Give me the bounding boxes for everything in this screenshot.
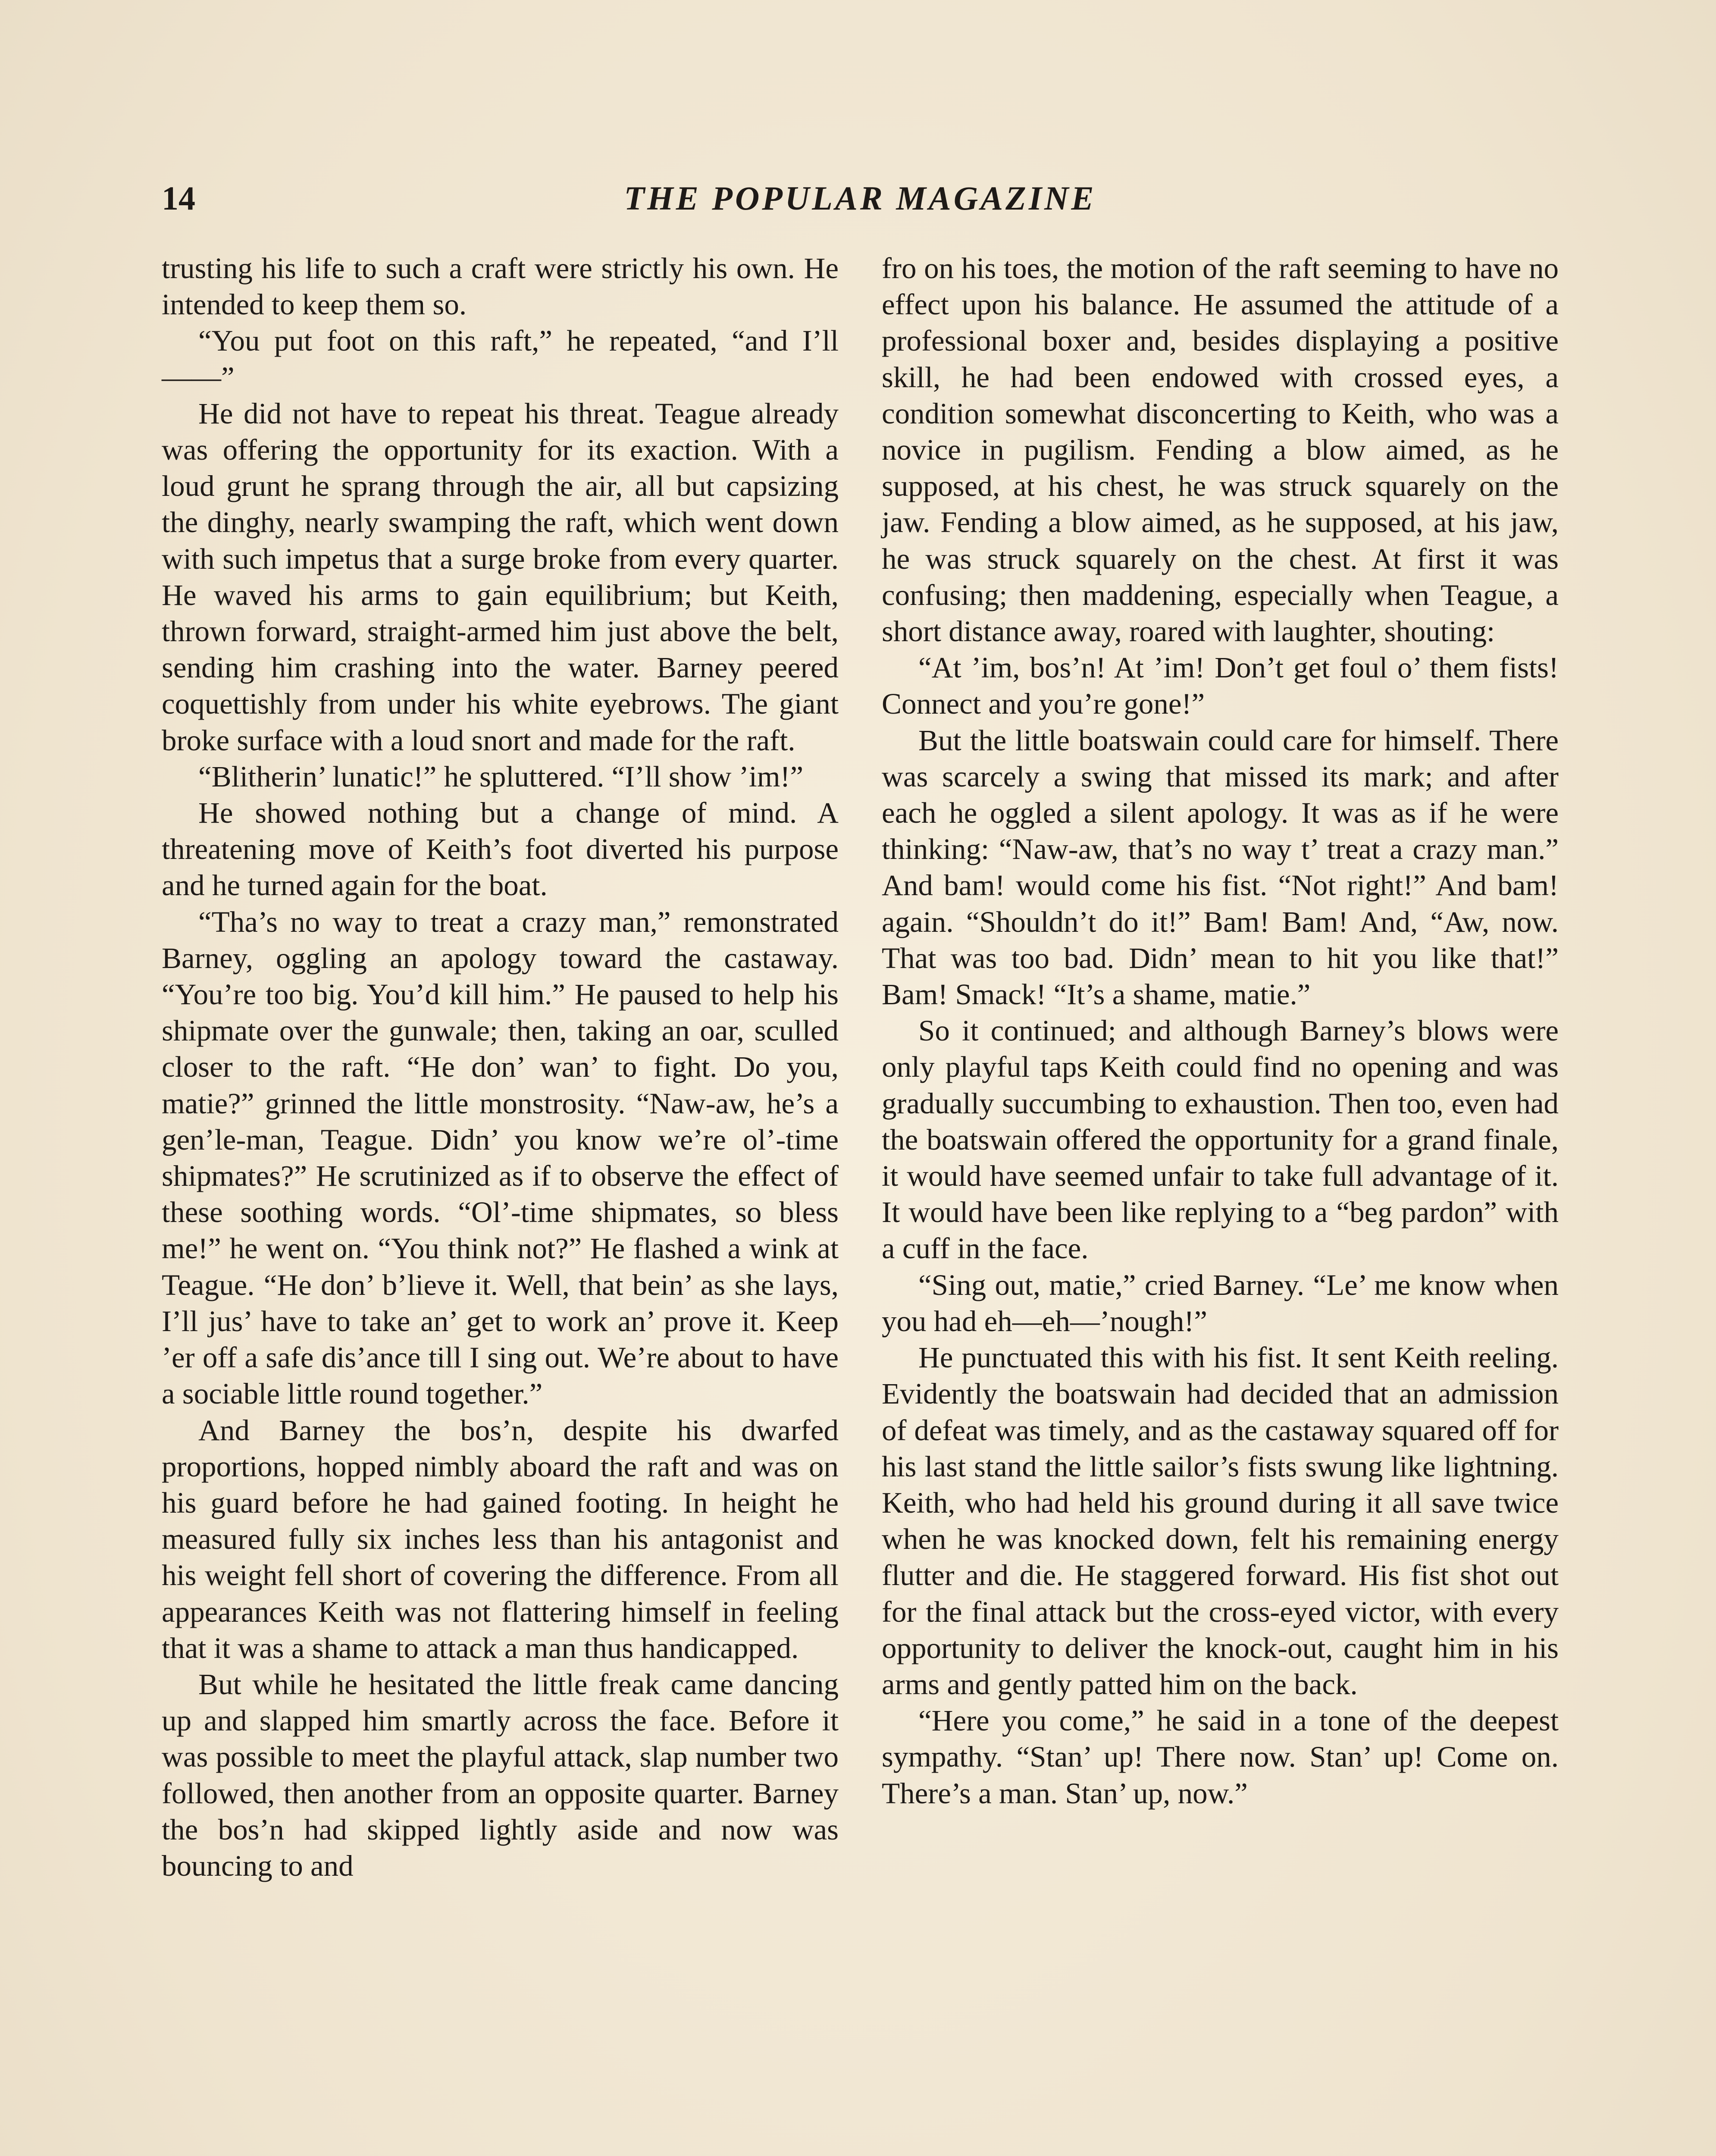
left-column bbox=[162, 250, 839, 1884]
paragraph: “Here you come,” he said in a tone of the deepest sympathy. “Stan’ up! There now. Stan’ up! Come on. There’s a man. Stan’ up, now.” bbox=[882, 1704, 1559, 1810]
paragraph: “Tha’s no way to treat a crazy man,” remonstrated Barney, oggling an apology toward the castaway. “You’re too big. You’d kill him.” He paused to help his shipmate over the gunwale; then, taking an oar, sculled closer to the raft. “He don’ wan’ to fight. Do you, matie?” grinned the little monstrosity. “Naw-aw, he’s a gen’le-man, Teague. Didn’ you know we’re ol’-time shipmates?” He scrutinized as if to observe the effect of these soothing words. “Ol’-time shipmates, so bless me!” he went on. “You think not?” He flashed a wink at Teague. “He don’ b’lieve it. Well, that bein’ as she lays, I’ll jus’ have to take an’ get to work an’ prove it. Keep ’er off a safe dis’ance till I sing out. We’re about to have a sociable little round together.” bbox=[162, 905, 839, 1410]
running-head: THE POPULAR MAGAZINE bbox=[624, 179, 1096, 217]
paragraph: trusting his life to such a craft were strictly his own. He intended to keep them so. bbox=[162, 252, 839, 321]
page-number: 14 bbox=[162, 179, 195, 217]
page-header bbox=[162, 175, 1559, 222]
paragraph: fro on his toes, the motion of the raft seeming to have no effect upon his balance. He assumed the attitude of a professional boxer and, besides displaying a positive skill, he had been endowed with crossed eyes, a condition somewhat disconcerting to Keith, who was a novice in pugilism. Fending a blow aimed, as he supposed, at his chest, he was struck squarely on the jaw. Fending a blow aimed, as he supposed, at his jaw, he was struck squarely on the chest. At first it was confusing; then maddening, especially when Teague, a short distance away, roared with laughter, shouting: bbox=[882, 252, 1559, 648]
paragraph: But the little boatswain could care for himself. There was scarcely a swing that missed its mark; and after each he oggled a silent apology. It was as if he were thinking: “Naw-aw, that’s no way t’ treat a crazy man.” And bam! would come his fist. “Not right!” And bam! again. “Shouldn’t do it!” Bam! Bam! And, “Aw, now. That was too bad. Didn’ mean to hit you like that!” Bam! Smack! “It’s a shame, matie.” bbox=[882, 724, 1559, 1011]
paragraph: “You put foot on this raft,” he repeated, “and I’ll——” bbox=[162, 324, 839, 394]
paragraph: “At ’im, bos’n! At ’im! Don’t get foul o’ them fists! Connect and you’re gone!” bbox=[882, 651, 1559, 721]
right-column bbox=[882, 250, 1559, 1811]
paragraph: And Barney the bos’n, despite his dwarfed proportions, hopped nimbly aboard the raft and was on his guard before he had gained footing. In height he measured fully six inches less than his antagonist and his weight fell short of covering the difference. From all appearances Keith was not flattering himself in feeling that it was a shame to attack a man thus handicapped. bbox=[162, 1413, 839, 1664]
paragraph: But while he hesitated the little freak came dancing up and slapped him smartly across the face. Before it was possible to meet the playful attack, slap number two followed, then another from an opposite quarter. Barney the bos’n had skipped lightly aside and now was bouncing to and bbox=[162, 1667, 839, 1882]
paragraph: “Blitherin’ lunatic!” he spluttered. “I’ll show ’im!” bbox=[198, 760, 804, 793]
paragraph: He punctuated this with his fist. It sent Keith reeling. Evidently the boatswain had decided that an admission of defeat was timely, and as the castaway squared off for his last stand the little sailor’s fists swung like lightning. Keith, who had held his ground during it all save twice when he was knocked down, felt his remaining energy flutter and die. He staggered forward. His fist shot out for the final attack but the cross-eyed victor, with every opportunity to deliver the knock-out, caught him in his arms and gently patted him on the back. bbox=[882, 1341, 1559, 1701]
paragraph: “Sing out, matie,” cried Barney. “Le’ me know when you had eh—eh—’nough!” bbox=[882, 1268, 1559, 1338]
paragraph: So it continued; and although Barney’s blows were only playful taps Keith could find no opening and was gradually succumbing to exhaustion. Then too, even had the boatswain offered the opportunity for a grand finale, it would have seemed unfair to take full advantage of it. It would have been like replying to a “beg pardon” with a cuff in the face. bbox=[882, 1014, 1559, 1265]
paragraph: He showed nothing but a change of mind. A threatening move of Keith’s foot diverted his purpose and he turned again for the boat. bbox=[162, 796, 839, 902]
paragraph: He did not have to repeat his threat. Teague already was offering the opportunity for its exaction. With a loud grunt he sprang through the air, all but capsizing the dinghy, nearly swamping the raft, which went down with such impetus that a surge broke from every quarter. He waved his arms to gain equilibrium; but Keith, thrown forward, straight-armed him just above the belt, sending him crashing into the water. Barney peered coquettishly from under his white eyebrows. The giant broke surface with a loud snort and made for the raft. bbox=[162, 397, 839, 757]
